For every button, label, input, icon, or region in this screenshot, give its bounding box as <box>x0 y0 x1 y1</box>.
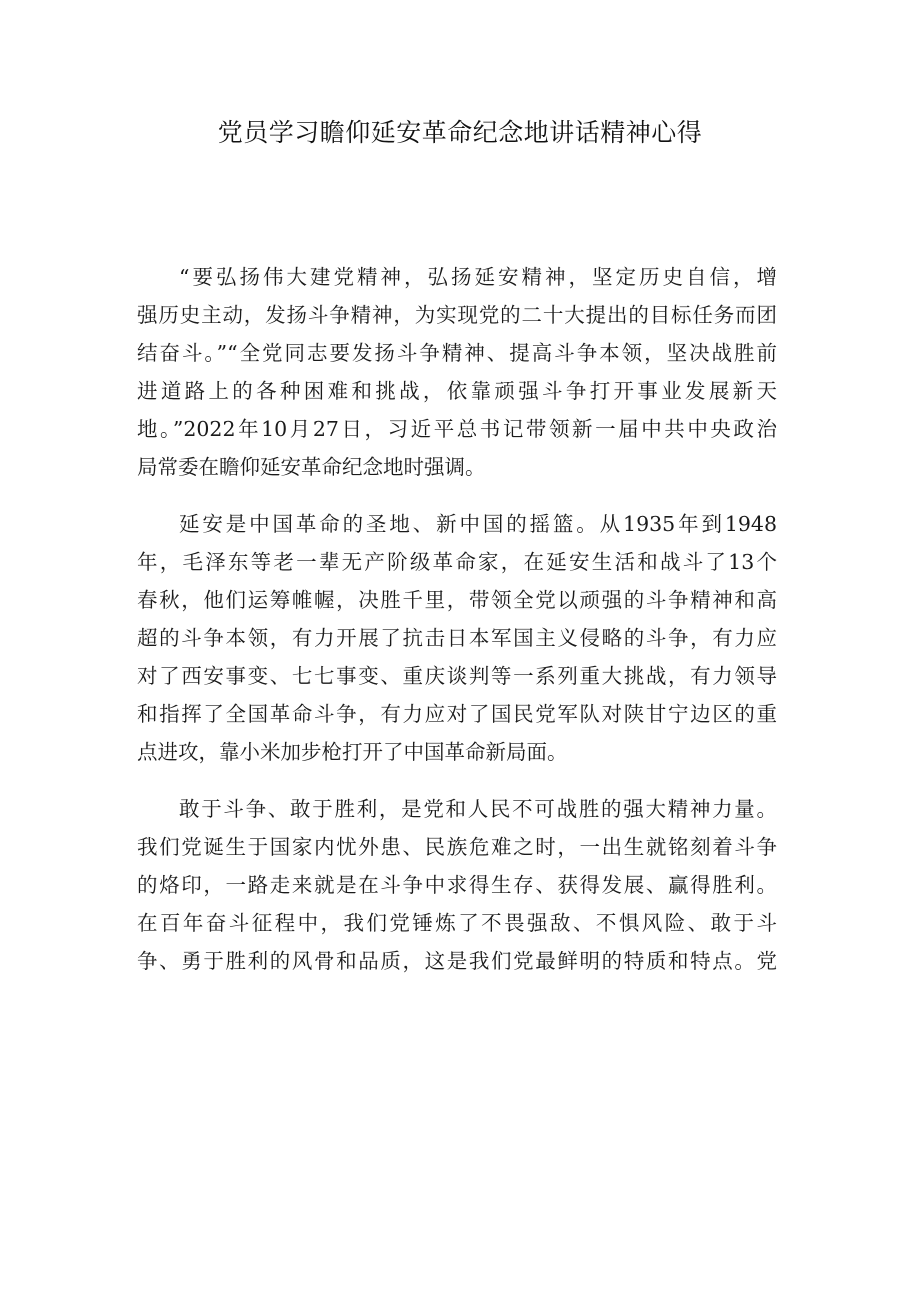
paragraph-line: 在百年奋斗征程中，我们党锤炼了不畏强敌、不惧风险、敢于斗 <box>137 911 777 935</box>
paragraph-line: 我们党诞生于国家内忧外患、民族危难之时，一出生就铭刻着斗争 <box>137 835 777 859</box>
paragraph-2 <box>137 505 777 771</box>
paragraph-line: 地。”2022年10月27日，习近平总书记带领新一届中共中央政治 <box>137 417 777 441</box>
paragraph-line: 超的斗争本领，有力开展了抗击日本军国主义侵略的斗争，有力应 <box>137 626 777 650</box>
paragraph-line: 春秋，他们运筹帷幄，决胜千里，带领全党以顽强的斗争精神和高 <box>137 588 777 612</box>
paragraph-line: 争、勇于胜利的风骨和品质，这是我们党最鲜明的特质和特点。党 <box>137 949 777 973</box>
paragraph-line: 点进攻，靠小米加步枪打开了中国革命新局面。 <box>137 740 568 764</box>
paragraph-line: 结奋斗。”“全党同志要发扬斗争精神、提高斗争本领，坚决战胜前 <box>137 341 777 365</box>
paragraph-spacer <box>137 486 777 505</box>
paragraph-line: 强历史主动，发扬斗争精神，为实现党的二十大提出的目标任务而团 <box>137 303 777 327</box>
paragraph-3 <box>137 790 777 980</box>
paragraph-spacer <box>137 771 777 790</box>
paragraph-line: 延安是中国革命的圣地、新中国的摇篮。从1935年到1948 <box>179 512 777 536</box>
paragraph-line: 进道路上的各种困难和挑战，依靠顽强斗争打开事业发展新天 <box>137 379 777 403</box>
paragraph-line: 和指挥了全国革命斗争，有力应对了国民党军队对陕甘宁边区的重 <box>137 702 777 726</box>
paragraph-line: 年，毛泽东等老一辈无产阶级革命家，在延安生活和战斗了13个 <box>137 550 777 574</box>
document-title: 党员学习瞻仰延安革命纪念地讲话精神心得 <box>217 118 703 147</box>
document-body <box>137 258 777 980</box>
paragraph-line: 敢于斗争、敢于胜利，是党和人民不可战胜的强大精神力量。 <box>179 797 777 821</box>
paragraph-1 <box>137 258 777 486</box>
paragraph-line: 局常委在瞻仰延安革命纪念地时强调。 <box>137 455 486 479</box>
paragraph-line: 对了西安事变、七七事变、重庆谈判等一系列重大挑战，有力领导 <box>137 664 777 688</box>
paragraph-line: 的烙印，一路走来就是在斗争中求得生存、获得发展、赢得胜利。 <box>137 873 777 897</box>
paragraph-line: “要弘扬伟大建党精神，弘扬延安精神，坚定历史自信，增 <box>179 265 777 289</box>
